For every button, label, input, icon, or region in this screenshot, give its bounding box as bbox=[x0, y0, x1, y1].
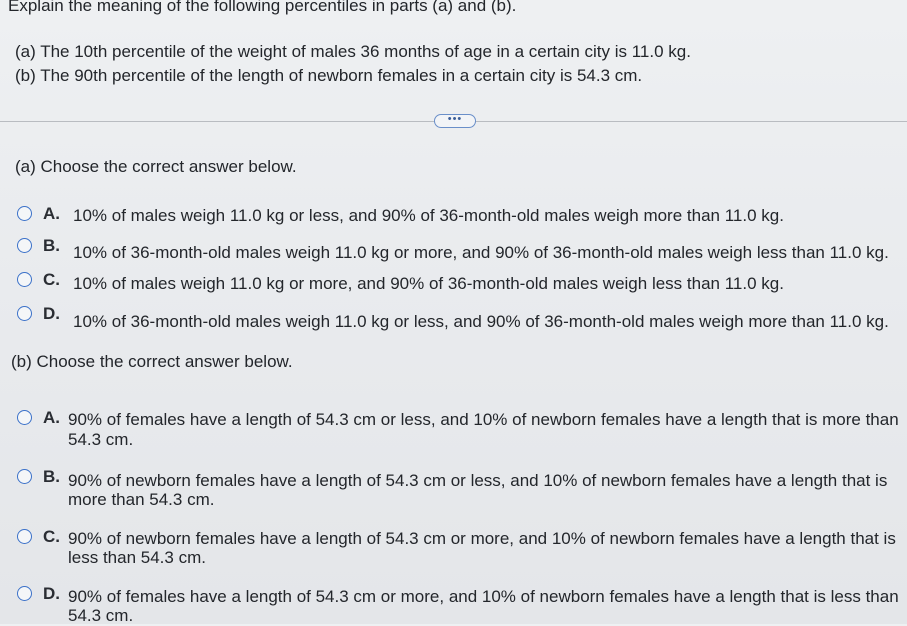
radio-button[interactable] bbox=[17, 206, 32, 221]
option-letter: D. bbox=[43, 304, 60, 323]
option-letter: C. bbox=[43, 270, 60, 289]
option-text-line1: 90% of females have a length of 54.3 cm or more, and 10% of newborn females have a length that is less than bbox=[68, 587, 899, 606]
part-a-statement: (a) The 10th percentile of the weight of males 36 months of age in a certain city is 11.0 kg. bbox=[15, 42, 691, 61]
part-a-prompt: (a) Choose the correct answer below. bbox=[15, 157, 297, 176]
option-letter: A. bbox=[43, 408, 60, 427]
radio-button[interactable] bbox=[17, 529, 32, 544]
radio-button[interactable] bbox=[17, 469, 32, 484]
radio-button[interactable] bbox=[17, 238, 32, 253]
option-text-line1: 90% of newborn females have a length of 54.3 cm or more, and 10% of newborn females have a length that is bbox=[68, 529, 896, 548]
option-letter: A. bbox=[43, 204, 60, 223]
part-b-prompt: (b) Choose the correct answer below. bbox=[11, 352, 293, 371]
option-text-line2: less than 54.3 cm. bbox=[68, 548, 206, 567]
option-text: 10% of males weigh 11.0 kg or less, and 90% of 36-month-old males weigh more than 11.0 kg. bbox=[73, 206, 784, 225]
option-text: 10% of males weigh 11.0 kg or more, and 90% of 36-month-old males weigh less than 11.0 kg. bbox=[73, 274, 784, 293]
option-text-line1: 90% of females have a length of 54.3 cm or less, and 10% of newborn females have a length that is more than bbox=[68, 410, 899, 429]
option-letter: B. bbox=[43, 467, 60, 486]
expand-button[interactable]: ••• bbox=[434, 114, 476, 128]
option-letter: D. bbox=[43, 584, 60, 603]
part-b-statement: (b) The 90th percentile of the length of newborn females in a certain city is 54.3 cm. bbox=[15, 66, 643, 85]
option-text-line2: 54.3 cm. bbox=[68, 430, 134, 449]
option-letter: C. bbox=[43, 527, 60, 546]
radio-button[interactable] bbox=[17, 272, 32, 287]
radio-button[interactable] bbox=[17, 586, 32, 601]
option-text-line1: 90% of newborn females have a length of 54.3 cm or less, and 10% of newborn females have a length that is bbox=[68, 471, 888, 490]
option-text-line2: 54.3 cm. bbox=[68, 606, 134, 625]
radio-button[interactable] bbox=[17, 410, 32, 425]
option-text-line2: more than 54.3 cm. bbox=[68, 490, 215, 509]
instruction-text: Explain the meaning of the following percentiles in parts (a) and (b). bbox=[8, 0, 517, 15]
option-text: 10% of 36-month-old males weigh 11.0 kg or more, and 90% of 36-month-old males weigh less than 11.0 kg. bbox=[73, 243, 889, 262]
option-letter: B. bbox=[43, 236, 60, 255]
radio-button[interactable] bbox=[17, 306, 32, 321]
option-text: 10% of 36-month-old males weigh 11.0 kg or less, and 90% of 36-month-old males weigh more than 11.0 kg. bbox=[73, 312, 889, 331]
